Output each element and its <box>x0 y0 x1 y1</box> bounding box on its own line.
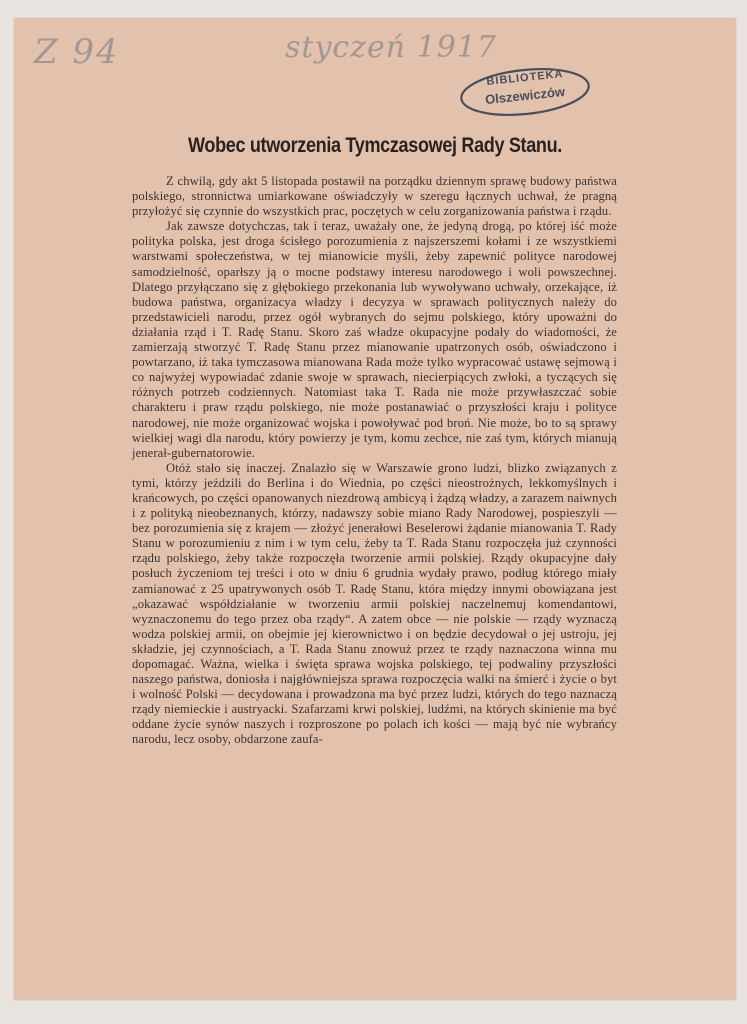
article-body <box>132 174 617 748</box>
stamp-line-1: BIBLIOTEKA <box>485 67 565 89</box>
page-title: Wobec utworzenia Tymczasowej Rady Stanu. <box>188 134 562 157</box>
library-stamp <box>458 66 592 118</box>
handwritten-date: styczeń 1917 <box>285 30 497 65</box>
paragraph-1: Z chwilą, gdy akt 5 listopada postawił na porządku dziennym sprawę budowy państwa polskiego, stronnictwa umiarkowane oświadczyły w szeregu łącznych uchwał, że pragną przyłożyć się czynnie do wszystkich prac, poczętych w celu zorganizowania państwa i rządu. <box>132 174 617 219</box>
paragraph-2: Jak zawsze dotychczas, tak i teraz, uważały one, że jedyną drogą, po której iść może polityka polska, jest droga ścisłego porozumienia z najszerszemi kołami i ze wszystkiemi warstwami społeczeństwa, w tej mianowicie myśli, żeby zapewnić polityce narodowej samodzielność, oparłszy ją o mocne podstawy interesu narodowego i woli powszechnej. Dlatego przyłączano się z głębokiego przekonania lub wywoływano uchwały, orzekające, iż budowa państwa, organizacya władzy i decyzya w sprawach politycznych należy do przedstawicieli narodu, przez ogół wybranych do sejmu polskiego, który upoważni do działania rząd i T. Radę Stanu. Skoro zaś władze okupacyjne podały do wiadomości, że zamierzają stworzyć T. Radę Stanu przez mianowanie upatrzonych osób, oświadczono i powtarzano, iż taka tymczasowa mianowana Rada może tylko wypracować ustawę sejmową i co najwyżej wypowiadać zdanie swoje w sprawach, niecierpiących zwłoki, a tyczących się różnych potrzeb codziennych. Natomiast taka T. Rada nie może przywłaszczać sobie charakteru i praw rządu polskiego, nie może postanawiać o przyszłości kraju i polityce narodowej, nie może organizować wojska i powoływać pod broń. Nie może, bo to są sprawy wielkiej wagi dla narodu, który powierzy je tym, komu zechce, nie zaś tym, których mianują jenerał-gubernatorowie. <box>132 219 617 460</box>
paragraph-3: Otóż stało się inaczej. Znalazło się w Warszawie grono ludzi, blizko związanych z tymi, którzy jeździli do Berlina i do Wiednia, po części nieostrożnych, lekkomyślnych i krańcowych, po części opanowanych niezdrową ambicyą i żądzą władzy, a zarazem naiwnych i z polityką nieobeznanych, którzy, nadawszy sobie miano Rady Narodowej, pospieszyli — bez porozumienia się z krajem — złożyć jenerałowi Beselerowi żądanie mianowania T. Rady Stanu w porozumieniu z nim i w tym celu, żeby ta T. Rada Stanu rozpoczęła już czynności rządu polskiego, żeby także rozpoczęła tworzenie armii polskiej. Rządy okupacyjne dały posłuch życzeniom tej treści i oto w dniu 6 grudnia wydały prawo, podług którego miały zamianować z 25 upatrywonych osób T. Radę Stanu, która między innymi obowiązana jest „okazawać współdziałanie w tworzeniu armii polskiej naczelnemuj komendantowi, wyznaczonemu do tego przez oba rządy“. A zatem obce — nie polskie — rządy wyznaczą wodza polskiej armii, on obejmie jej kierownictwo i on będzie decydował o jej ustroju, jej składzie, jej czynnościach, a T. Rada Stanu znowuż przez te rządy naznaczona winna mu dopomagać. Ważna, wielka i święta sprawa wojska polskiego, tej podwaliny przyszłości naszego państwa, doniosła i najgłówniejsza sprawa rozpoczęcia walki na śmierć i życie o byt i wolność Polski — decydowana i prowadzona ma być przez ludzi, których do tego naznaczą rządy niemieckie i austryacki. Szafarzami krwi polskiej, ludźmi, na których skinienie ma być oddane życie synów naszych i rozproszone po polach ich kości — mają być nie wybrańcy narodu, lecz osoby, obdarzone zaufa- <box>132 460 617 747</box>
stamp-line-2: Olszewiczów <box>484 83 566 108</box>
handwritten-catalog-mark: Z 94 <box>34 32 120 72</box>
